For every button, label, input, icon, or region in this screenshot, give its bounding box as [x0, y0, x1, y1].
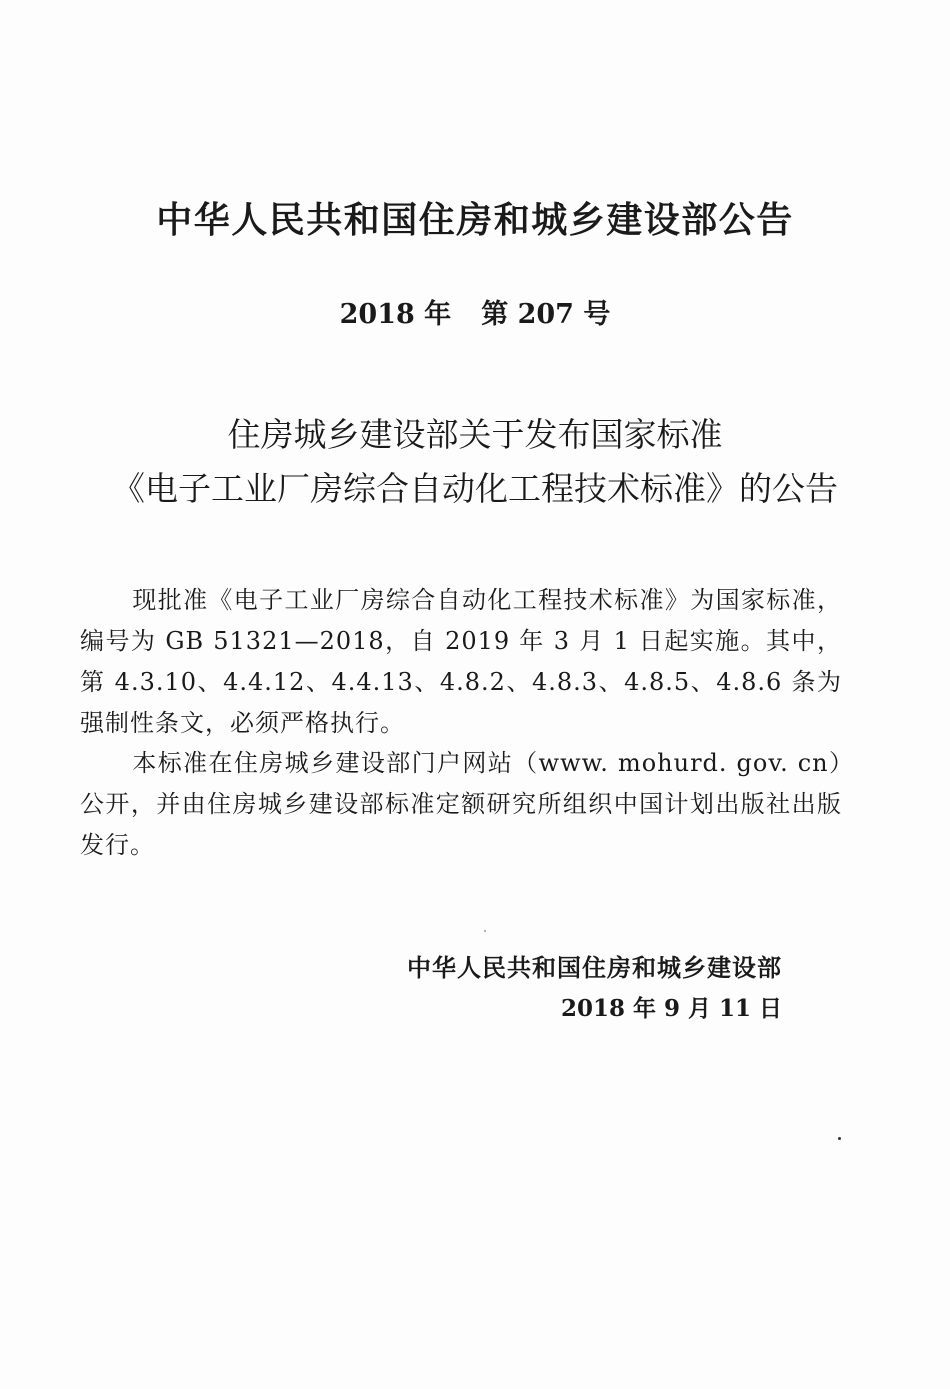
paragraph-2-text: 本标准在住房城乡建设部门户网站（www. mohurd. gov. cn）公开，并由住房城乡建设部标准定额研究所组织中国计划出版社出版发行。: [80, 749, 842, 859]
scan-speck: [484, 930, 486, 932]
subject-title-line-1: 住房城乡建设部关于发布国家标准: [227, 415, 723, 454]
announcement-serial: 第 207 号: [481, 299, 611, 330]
announcement-year: 2018 年: [339, 299, 452, 330]
body-paragraph-publication: [80, 743, 842, 866]
signature-organization: 中华人民共和国住房和城乡建设部: [407, 954, 782, 982]
scan-speck: [838, 1137, 841, 1140]
paragraph-1-text: 现批准《电子工业厂房综合自动化工程技术标准》为国家标准，编号为 GB 51321—2018，自 2019 年 3 月 1 日起实施。其中，第 4.3.10、4.4.12、4.4.13、4.8.2、4.8.3、4.8.5、4.8.6 条为强制性条文，必须严格执行。: [80, 586, 842, 737]
ministry-announcement-title: 中华人民共和国住房和城乡建设部公告: [156, 200, 794, 241]
announcement-number: [0, 292, 950, 331]
signature-date: 2018 年 9 月 11 日: [560, 995, 782, 1022]
body-paragraph-approval: [80, 580, 842, 744]
subject-title-line-2: 《电子工业厂房综合自动化工程技术标准》的公告: [112, 469, 838, 508]
